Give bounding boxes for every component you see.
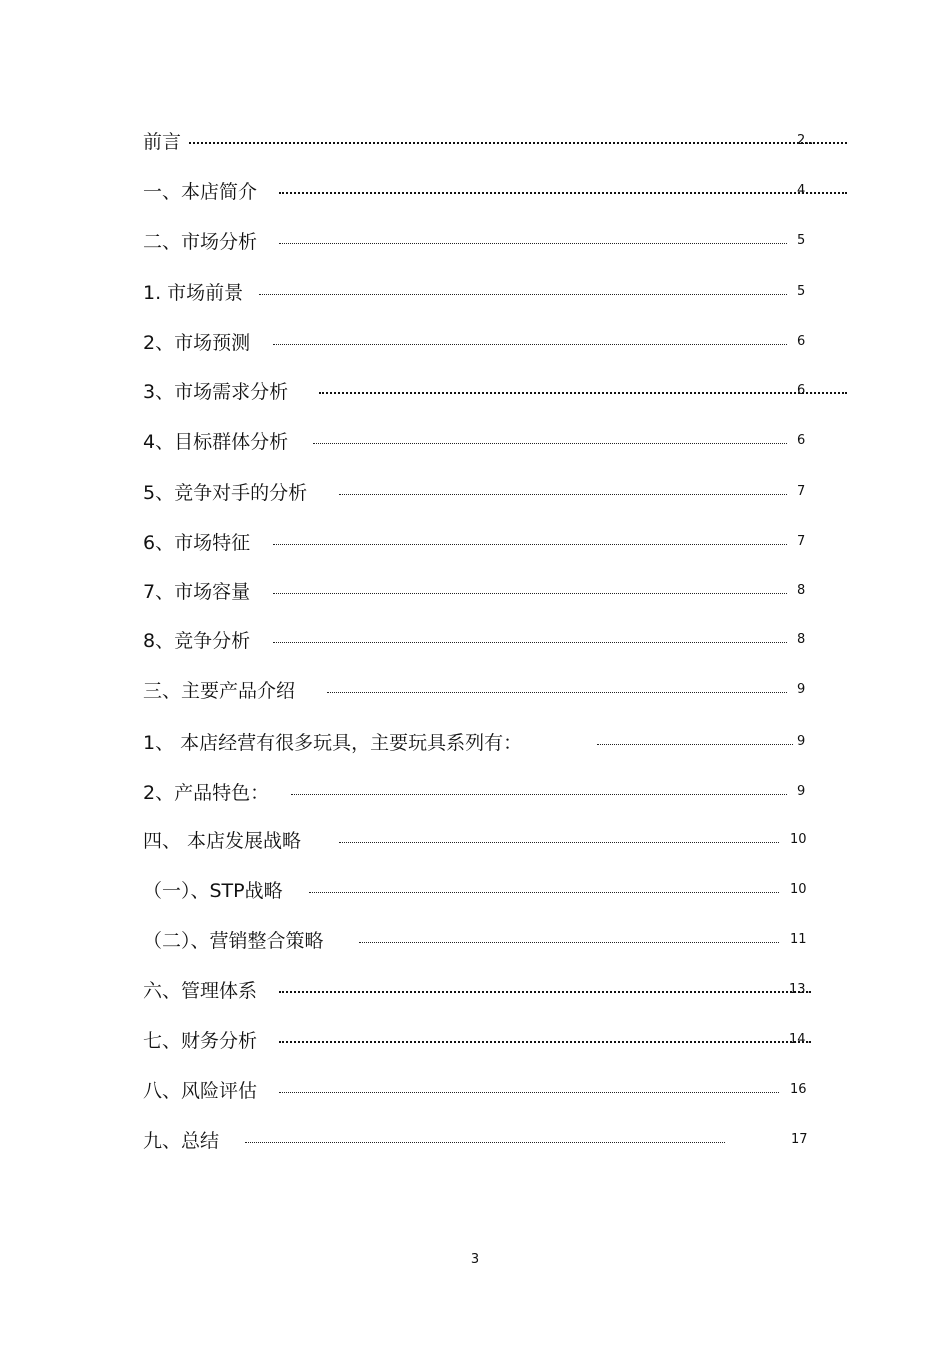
toc-entry-page: 8 [797, 632, 806, 647]
toc-entry-page: 17 [791, 1132, 808, 1147]
toc-leader [339, 842, 779, 843]
toc-entry-page: 14. [789, 1032, 810, 1047]
toc-leader [339, 494, 787, 495]
toc-leader [359, 942, 779, 943]
toc-entry-label: 2、市场预测 [143, 332, 251, 354]
toc-entry-label: 六、管理体系 [143, 980, 258, 1002]
toc-leader [279, 192, 847, 194]
toc-leader [273, 593, 787, 594]
toc-entry-page: 13. [789, 982, 810, 997]
toc-entry-label: 八、风险评估 [143, 1080, 258, 1102]
toc-leader [245, 1142, 725, 1143]
toc-entry-page: 6.. [797, 383, 814, 398]
toc-entry-label: （二）、营销整合策略 [143, 930, 324, 952]
toc-entry-label: 2、产品特色： [143, 782, 270, 804]
toc-entry-label: 九、总结 [143, 1130, 220, 1152]
toc-entry-page: 9 [797, 734, 806, 749]
toc-entry-label: 5、竞争对手的分析 [143, 482, 308, 504]
toc-entry-page: 7 [797, 484, 806, 499]
page-number: 3 [470, 1252, 480, 1267]
toc-leader [273, 544, 787, 545]
toc-leader [259, 294, 787, 295]
toc-entry-page: 10 [790, 832, 807, 847]
toc-entry-page: 9 [797, 784, 806, 799]
toc-leader [309, 892, 779, 893]
toc-entry-page: 16 [790, 1082, 807, 1097]
toc-entry-label: 二、市场分析 [143, 231, 258, 253]
toc-leader [279, 991, 811, 993]
toc-entry-label: 前言 [143, 131, 182, 153]
toc-entry-page: 5 [797, 233, 806, 248]
toc-leader [279, 243, 787, 244]
toc-leader [279, 1092, 779, 1093]
toc-leader [313, 443, 787, 444]
toc-entry-page: 10 [790, 882, 807, 897]
toc-entry-label: 1、 本店经营有很多玩具，主要玩具系列有： [143, 732, 523, 754]
toc-entry-page: 6 [797, 433, 806, 448]
toc-entry-page: 6 [797, 334, 806, 349]
toc-entry-page: 8 [797, 583, 806, 598]
toc-entry-label: 8、竞争分析 [143, 630, 251, 652]
toc-entry-label: 4、目标群体分析 [143, 431, 289, 453]
toc-leader [319, 392, 847, 394]
toc-entry-label: 6、市场特征 [143, 532, 251, 554]
toc-entry-page: 11 [790, 932, 807, 947]
toc-leader [327, 692, 787, 693]
toc-entry-label: 3、市场需求分析 [143, 381, 289, 403]
toc-entry-label: 三、主要产品介绍 [143, 680, 296, 702]
toc-entry-label: 四、 本店发展战略 [143, 830, 302, 852]
toc-leader [291, 794, 787, 795]
toc-entry-label: （一）、STP战略 [143, 880, 283, 902]
toc-leader [597, 744, 793, 745]
toc-entry-page: 7 [797, 534, 806, 549]
toc-entry-page: 2.. [797, 133, 814, 148]
toc-entry-page: 5 [797, 284, 806, 299]
toc-entry-label: 7、市场容量 [143, 581, 251, 603]
toc-leader [273, 344, 787, 345]
toc-leader [189, 142, 847, 144]
toc-entry-page: 9 [797, 682, 806, 697]
toc-entry-label: 一、本店简介 [143, 181, 258, 203]
toc-leader [279, 1041, 811, 1043]
toc-leader [273, 642, 787, 643]
toc-entry-label: 1. 市场前景 [143, 282, 244, 304]
toc-entry-label: 七、财务分析 [143, 1030, 258, 1052]
toc-entry-page: 4.. [797, 183, 814, 198]
